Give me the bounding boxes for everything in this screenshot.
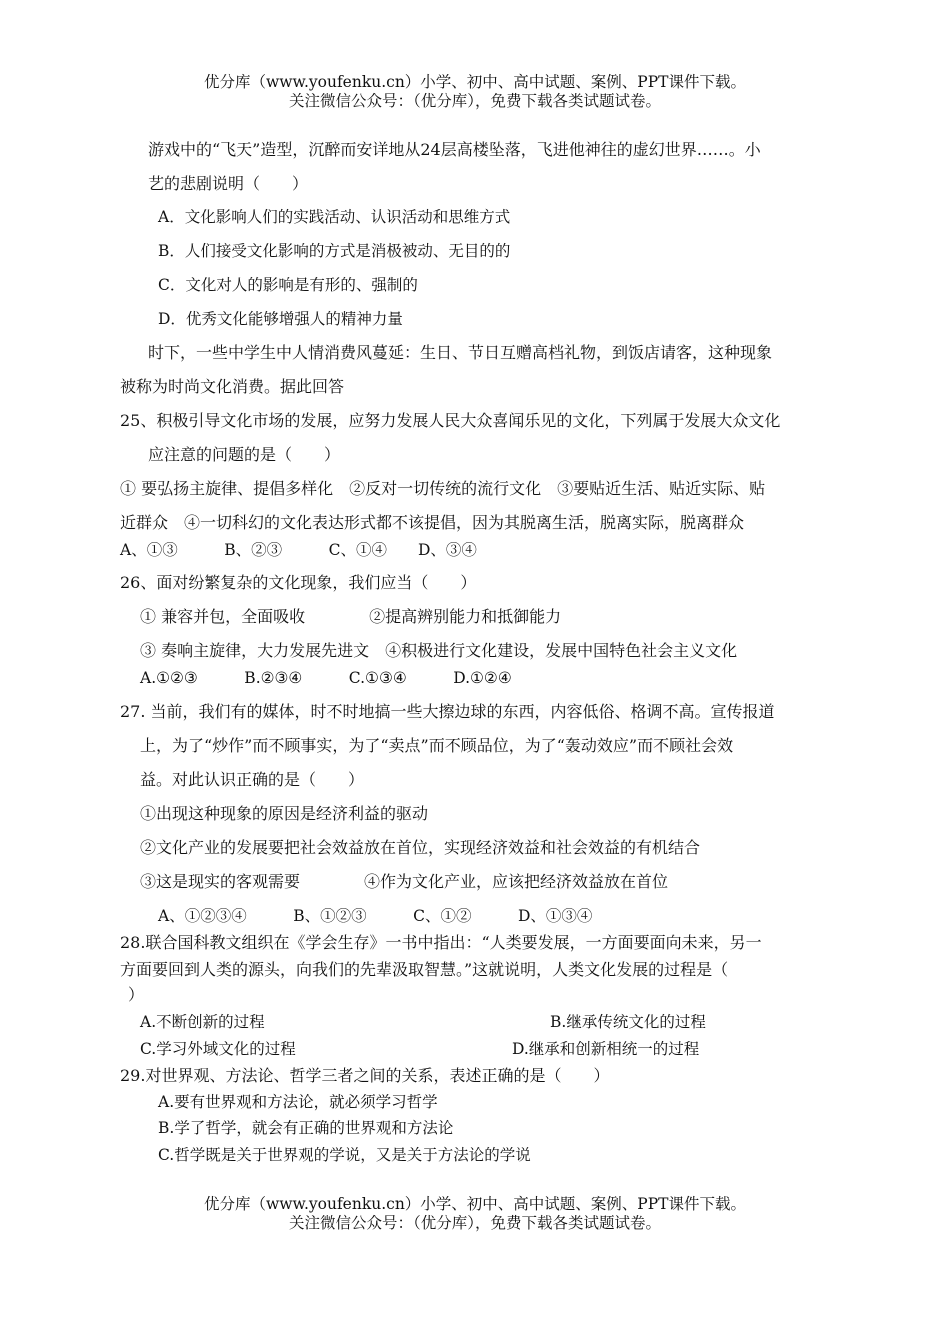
q27-statement-3: ③这是现实的客观需要 ④作为文化产业，应该把经济效益放在首位	[140, 872, 669, 891]
q27-statement-2: ②文化产业的发展要把社会效益放在首位，实现经济效益和社会效益的有机结合	[140, 838, 701, 857]
q29-option-b: B.学了哲学，就会有正确的世界观和方法论	[158, 1119, 454, 1137]
q29-stem: 29.对世界观、方法论、哲学三者之间的关系，表述正确的是（ ）	[120, 1066, 610, 1085]
q27-options: A、①②③④ B、①②③ C、①② D、①③④	[158, 907, 593, 925]
footer-line-2: 关注微信公众号：（优分库），免费下载各类试题试卷。	[288, 1214, 661, 1232]
q28-stem-line-2: 方面要回到人类的源头，向我们的先辈汲取智慧。”这就说明，人类文化发展的过程是（	[120, 960, 729, 979]
q27-stem-line-3: 益。对此认识正确的是（ ）	[140, 770, 365, 789]
q29-option-a: A.要有世界观和方法论，就必须学习哲学	[158, 1093, 438, 1111]
q26-statements-line-2: ③ 奏响主旋律，大力发展先进文 ④积极进行文化建设，发展中国特色社会主义文化	[140, 641, 738, 660]
q28-stem-line-3: ）	[128, 985, 145, 1004]
q25-statements-line-2: 近群众 ④一切科幻的文化表达形式都不该提倡，因为其脱离生活，脱离实际，脱离群众	[120, 513, 745, 532]
q28-option-d: D.继承和创新相统一的过程	[512, 1040, 700, 1058]
q24-stem-line-1: 游戏中的“飞天”造型，沉醉而安详地从24层高楼坠落，飞进他神往的虚幻世界……。小	[148, 140, 761, 159]
footer-line-1: 优分库（www.youfenku.cn）小学、初中、高中试题、案例、PPT课件下载。	[203, 1195, 747, 1213]
q25-stem-line-2: 应注意的问题的是（ ）	[148, 445, 341, 464]
q29-option-c: C.哲学既是关于世界观的学说，又是关于方法论的学说	[158, 1146, 531, 1164]
q28-option-b: B.继承传统文化的过程	[550, 1013, 706, 1031]
q26-stem: 26、面对纷繁复杂的文化现象，我们应当（ ）	[120, 573, 477, 592]
q27-stem-line-2: 上，为了“炒作”而不顾事实，为了“卖点”而不顾品位，为了“轰动效应”而不顾社会效	[140, 736, 734, 755]
q24-option-c: C．文化对人的影响是有形的、强制的	[158, 276, 418, 294]
q24-option-a: A．文化影响人们的实践活动、认识活动和思维方式	[158, 208, 511, 226]
q25-options: A、①③ B、②③ C、①④ D、③④	[120, 541, 477, 559]
q28-stem-line-1: 28.联合国科教文组织在《学会生存》一书中指出：“人类要发展，一方面要面向未来，另一	[120, 933, 762, 952]
q28-option-c: C.学习外域文化的过程	[140, 1040, 296, 1058]
q24-option-b: B．人们接受文化影响的方式是消极被动、无目的的	[158, 242, 511, 260]
intro-line-1: 时下，一些中学生中人情消费风蔓延：生日、节日互赠高档礼物，到饭店请客，这种现象	[148, 343, 773, 362]
q24-option-d: D．优秀文化能够增强人的精神力量	[158, 310, 403, 328]
q26-options: A.①②③ B.②③④ C.①③④ D.①②④	[140, 669, 512, 687]
q27-stem-line-1: 27. 当前，我们有的媒体，时不时地搞一些大擦边球的东西，内容低俗、格调不高。宣传报道	[120, 702, 775, 721]
q25-stem-line-1: 25、积极引导文化市场的发展，应努力发展人民大众喜闻乐见的文化，下列属于发展大众文化	[120, 411, 781, 430]
q26-statements-line-1: ① 兼容并包，全面吸收 ②提高辨别能力和抵御能力	[140, 607, 562, 626]
q28-option-a: A.不断创新的过程	[140, 1013, 265, 1031]
q24-stem-line-2: 艺的悲剧说明（ ）	[148, 174, 309, 193]
intro-line-2: 被称为时尚文化消费。据此回答	[120, 377, 345, 396]
header-line-1: 优分库（www.youfenku.cn）小学、初中、高中试题、案例、PPT课件下载。	[203, 73, 747, 91]
q25-statements-line-1: ① 要弘扬主旋律、提倡多样化 ②反对一切传统的流行文化 ③要贴近生活、贴近实际、贴	[120, 479, 766, 498]
q27-statement-1: ①出现这种现象的原因是经济利益的驱动	[140, 804, 429, 823]
header-line-2: 关注微信公众号：（优分库），免费下载各类试题试卷。	[288, 92, 661, 110]
